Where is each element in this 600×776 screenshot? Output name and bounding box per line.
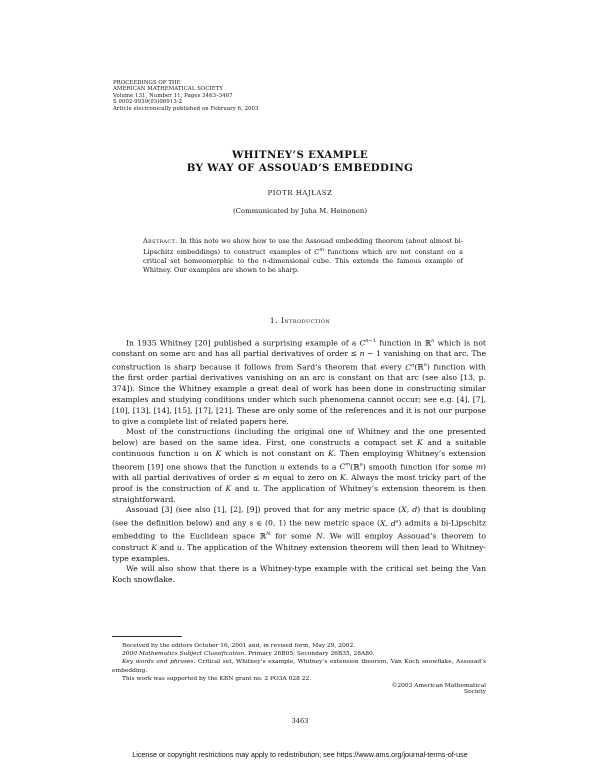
header-line-5: Article electronically published on February 6, 2003 <box>113 105 259 112</box>
body-text <box>112 336 486 586</box>
paragraph-4: We will also show that there is a Whitney-type example with the critical set being the Van Koch snowflake. <box>112 564 486 585</box>
paper-title <box>100 149 500 175</box>
footnotes <box>112 642 486 683</box>
msc-label: 2000 Mathematics Subject Classification. <box>122 651 247 658</box>
footnote-rule <box>112 636 182 637</box>
copyright-notice: ©2003 American Mathematical Society <box>391 683 486 695</box>
header-line-2: AMERICAN MATHEMATICAL SOCIETY <box>113 86 223 93</box>
footnote-msc <box>112 650 486 658</box>
abstract-text: In this note we show how to use the Assouad embedding theorem (about almost bi-Lipschitz embeddings) to construct examples of $C^m$ functions which are not constant on a critical set homeomorphic to the n-dimensional cube. This extends the famous example of Whitney. Our examples are shown to be sharp. <box>143 237 463 275</box>
header-line-4: S 0002-9939(03)06913-2 <box>113 99 183 106</box>
abstract-label: Abstract. <box>143 237 178 245</box>
msc-text: Primary 26B05; Secondary 26B35, 28A80. <box>247 651 375 658</box>
footnote-received: Received by the editors October 16, 2001 and, in revised form, May 29, 2002. <box>122 643 356 649</box>
section-heading <box>100 316 500 325</box>
header-line-1: PROCEEDINGS OF THE <box>113 80 181 86</box>
title-line-1: WHITNEY’S EXAMPLE <box>231 149 369 161</box>
footnote-keywords <box>112 658 486 674</box>
paragraph-3: Assouad [3] (see also [1], [2], [9]) proved that for any metric space (X, d) that is doubling (see the definition below) and any s ∈ (0, 1) the new metric space (X, $d^s$) admits a bi-Lipschitz embedding to the Euclidean space ℝ$^N$ for some N. We will employ Assouad’s theorem to construct K and u. The application of the Whitney extension theorem will then lead to Whitney-type examples. <box>112 505 486 563</box>
abstract <box>143 237 463 276</box>
author-name: PIOTR HAJŁASZ <box>267 189 333 197</box>
section-number: 1. <box>269 316 279 325</box>
paragraph-1: In 1935 Whitney [20] published a surprising example of a $C^{n-1}$ function in ℝ$^n$ which is not constant on some arc and has all partial derivatives of order ≤ n − 1 vanishing on that arc. The construction is sharp because it follows from Sard’s theorem that every $C^n(ℝ^n)$ function with the first order partial derivatives vanishing on an arc is constant on that arc (see also [13, p. 374]). Since the Whitney example a great deal of work has been done in constructing similar examples and studying conditions under which such phenomena cannot occur; see e.g. [4], [7], [10], [13], [14], [15], [17], [21]. These are only some of the references and it is not our purpose to give a complete list of related papers here. <box>112 338 486 426</box>
paragraph-2: Most of the constructions (including the original one of Whitney and the one presented below) are based on the same idea. First, one constructs a compact set K and a suitable continuous function u on K which is not constant on K. Then employing Whitney’s extension theorem [19] one shows that the function u extends to a $C^m(ℝ^n)$ smooth function (for some m) with all partial derivatives of order ≤ m equal to zero on K. Always the most tricky part of the proof is the construction of K and u. The application of Whitney’s extension theorem is then straightforward. <box>112 427 487 504</box>
license-notice[interactable]: License or copyright restrictions may apply to redistribution; see https://www.ams.org/journal-terms-of-use <box>132 750 468 759</box>
page-number: 3463 <box>291 717 309 725</box>
keywords-text: Critical set, Whitney’s example, Whitney’s extension theorem, Van Koch snowflake, Assouad’s embedding. <box>112 659 487 674</box>
section-title: Introduction <box>280 316 331 325</box>
footnote-grant: This work was supported by the KBN grant no. 2 PO3A 028 22. <box>122 675 312 682</box>
header-line-3: Volume 131, Number 11, Pages 3463–3467 <box>113 92 233 99</box>
keywords-label: Key words and phrases. <box>122 659 196 666</box>
title-line-2: BY WAY OF ASSOUAD’S EMBEDDING <box>186 162 414 174</box>
communicated-by: (Communicated by Juha M. Heinonen) <box>232 207 368 215</box>
journal-header <box>113 80 433 112</box>
